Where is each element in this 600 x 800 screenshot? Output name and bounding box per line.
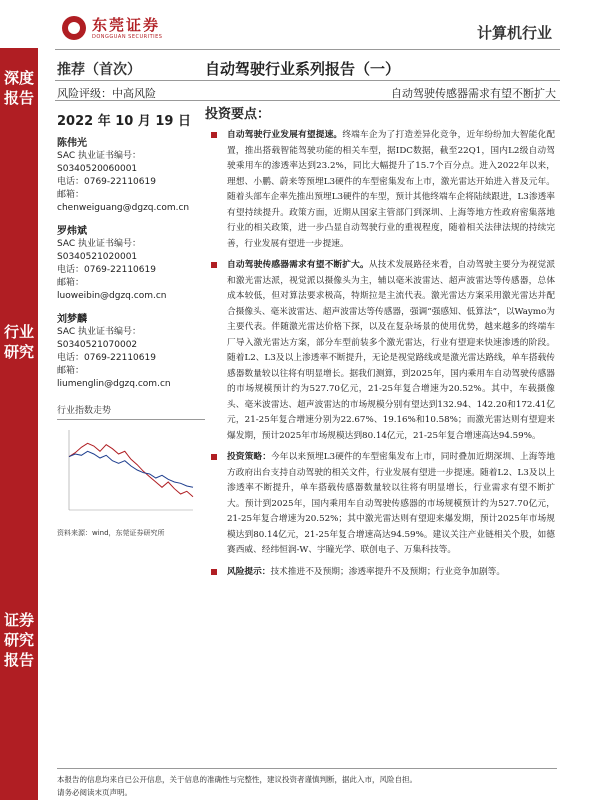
analyst-name: 罗炜斌 (57, 226, 87, 237)
point-lead: 自动驾驶行业发展有望提速。 (227, 130, 343, 140)
chart-series-line (69, 451, 193, 487)
bullet-square-icon (211, 569, 217, 575)
investment-highlights (205, 103, 555, 586)
analyst-phone: 电话：0769-22110619 (57, 265, 156, 275)
analyst-name: 陈伟光 (57, 138, 87, 149)
analyst-email[interactable]: chenweiguang@dgzq.com.cn (57, 203, 190, 213)
index-trend-chart (57, 403, 205, 538)
title-divider (55, 80, 560, 81)
analyst-cert-label: SAC 执业证书编号： (57, 239, 142, 249)
report-date: 2022 年 10 月 19 日 (57, 114, 191, 129)
logo-name-en: DONGGUAN SECURITIES (92, 34, 163, 40)
analyst-name: 刘梦麟 (57, 314, 87, 325)
bullet-square-icon (211, 454, 217, 460)
rating: 推荐（首次） (57, 62, 141, 78)
chart-title: 行业指数走势 (57, 403, 205, 420)
analyst-card (57, 137, 197, 215)
point-text: 终端车企为了打造差异化竞争，近年纷纷加大智能化配置，推出搭载智能驾驶功能的相关车型，据IDC数据，截至22Q1，国内L2级自动驾驶乘用车的渗透率达到23.2%，同比大幅提升了15.7个百分点。进入2022年以来，理想、小鹏、蔚来等预埋L3硬件的车型密集发布上市，激光雷达开始进入普及元年。随着头部车企率先推出预埋L3硬件的车型，预计其他终端车企将陆续跟进，L3渗透率有望持续提升。政策方面，近期从国家主管部门到深圳、上海等地方性政府密集落地行业的相关政策，进一步凸显自动驾驶行业的重视程度，随着相关法律法规的持续完善，行业发展有望进一步提速。 (227, 130, 556, 249)
report-title: 自动驾驶行业系列报告（一） (205, 60, 401, 78)
sidebar-label-industry-research: 行业研究 (3, 323, 34, 361)
highlight-point (205, 258, 555, 444)
disclaimer-footer (57, 768, 557, 799)
analyst-email-label: 邮箱： (57, 190, 85, 200)
disclaimer-text: 本报告的信息均来自已公开信息，关于信息的准确性与完整性，建议投资者谨慎判断，据此入市，风险自担。 (57, 775, 417, 784)
bullet-square-icon (211, 262, 217, 268)
disclaimer-note: 请务必阅读末页声明。 (57, 788, 132, 797)
logo-emblem-icon (62, 16, 86, 40)
point-text: 技术推进不及预期；渗透率提升不及预期；行业竞争加剧等。 (270, 566, 505, 577)
header-divider (55, 49, 560, 50)
analyst-email[interactable]: luoweibin@dgzq.com.cn (57, 291, 167, 301)
point-text: 从技术发展路径来看，自动驾驶主要分为视觉派和激光雷达派，视觉派以摄像头为主，辅以毫米波雷达、超声波雷达等传感器，总体成本较低，但对算法要求极高，特斯拉是主流代表。激光雷达方案采用激光雷达并配合摄像头、毫米波雷达、超声波雷达等传感器，强调“强感知、低算法”，以Waymo为主要代表。伴随激光雷达价格下探，以及在复杂场景的使用优势，越来越多的终端车厂导入激光雷达方案，部分车型前装多个激光雷达，行业有望迎来快速渗透的阶段。随着L2、L3及以上渗透率不断提升，无论是视觉路线或是激光雷达路线，单车搭载传感器数量较以往将有明显增长。据我们测算，到2025年，国内乘用车自动驾驶传感器的市场规模预计约为527.70亿元，21-25年复合增速为20.52%。其中，车载摄像头、毫米波雷达、超声波雷达的市场规模分别有望达到132.94、142.20和172.41亿元，21-25年复合增速分别为22.67%、19.16%和10.58%；而激光雷达则有望迎来爆发期，预计2025年市场规模达到80.14亿元，21-25年复合增速高达94.59%。 (227, 260, 556, 441)
logo-name-cn: 东莞证券 (92, 16, 161, 34)
point-lead: 投资策略： (227, 452, 271, 462)
analyst-column (57, 110, 197, 401)
analyst-cert-label: SAC 执业证书编号： (57, 151, 142, 161)
report-type-sidebar (0, 48, 38, 800)
sidebar-label-securities-research: 证券研究报告 (3, 611, 34, 669)
analyst-phone: 电话：0769-22110619 (57, 353, 156, 363)
report-subtitle: 自动驾驶传感器需求有望不断扩大 (391, 87, 556, 100)
bullet-square-icon (211, 132, 217, 138)
chart-source: 资料来源：wind，东莞证券研究所 (57, 529, 165, 537)
point-text: 今年以来预埋L3硬件的车型密集发布上市，同时叠加近期深圳、上海等地方政府出台支持自动驾驶的相关文件，行业发展有望进一步提速。随着L2、L3及以上渗透率不断提升，单车搭载传感器数量较以往将有明显增长，行业需求有望不断扩大。预计到2025年，国内乘用车自动驾驶传感器的市场规模预计约为527.70亿元，21-25年复合增速为20.52%；其中激光雷达则有望迎来爆发期，预计2025年市场规模达到80.14亿元，21-25年复合增速高达94.59%。建议关注产业链相关个股，如德赛西威、经纬恒润-W、宇瞳光学、联创电子、万集科技等。 (227, 452, 556, 555)
subtitle-divider (55, 100, 560, 101)
industry-label: 计算机行业 (476, 24, 552, 42)
company-logo (62, 14, 212, 46)
risk-rating: 风险评级：中高风险 (57, 87, 156, 100)
analyst-cert: S0340520060001 (57, 164, 138, 174)
analyst-email[interactable]: liumenglin@dgzq.com.cn (57, 379, 171, 389)
highlight-point (205, 450, 555, 559)
highlight-point (205, 128, 555, 252)
point-lead: 风险提示： (227, 566, 271, 577)
highlights-heading: 投资要点： (205, 107, 271, 122)
analyst-cert: S0340521070002 (57, 340, 138, 350)
analyst-card (57, 225, 197, 303)
chart-plot (57, 422, 197, 520)
sidebar-label-deep-report: 深度报告 (3, 69, 34, 107)
point-lead: 自动驾驶传感器需求有望不断扩大。 (227, 260, 369, 270)
analyst-cert-label: SAC 执业证书编号： (57, 327, 142, 337)
analyst-phone: 电话：0769-22110619 (57, 177, 156, 187)
analyst-card (57, 313, 197, 391)
analyst-email-label: 邮箱： (57, 366, 85, 376)
analyst-email-label: 邮箱： (57, 278, 85, 288)
analyst-cert: S0340521020001 (57, 252, 138, 262)
highlight-point (205, 565, 555, 581)
